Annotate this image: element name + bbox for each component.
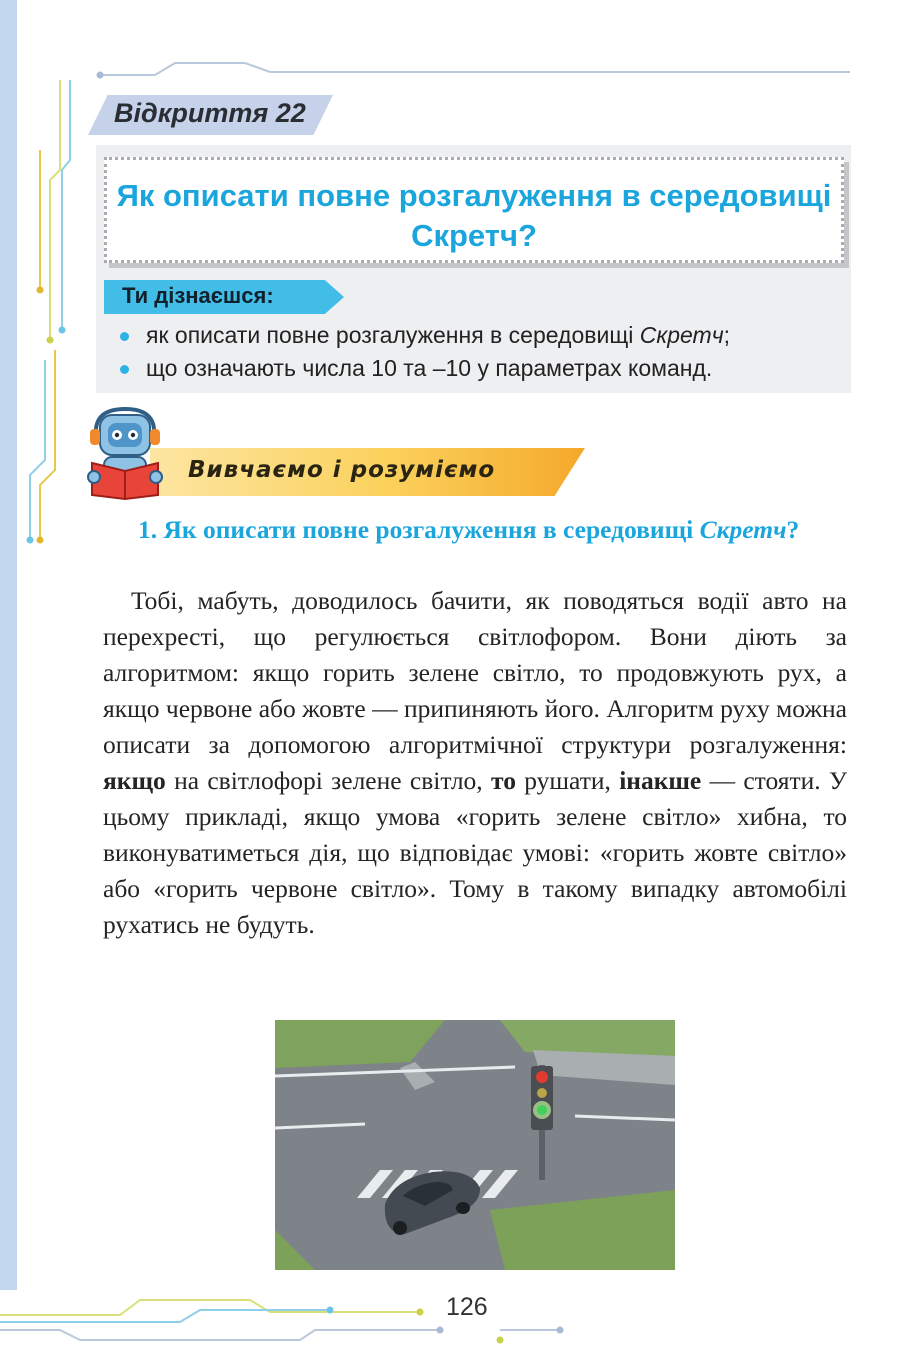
section-title: Вивчаємо і розуміємо (188, 457, 496, 483)
reading-robot-icon (86, 405, 176, 500)
section-banner (150, 448, 585, 496)
page-number: 126 (446, 1293, 488, 1321)
goal-item: що означають числа 10 та –10 у параметрах команд. (118, 352, 730, 385)
body-paragraph: Тобі, мабуть, доводилось бачити, як поводяться водії авто на перехресті, що регулюється світлофором. Вони діють за алгоритмом: якщо горить зелене світло, то продовжують рух, а якщо червоне або жовте — припиняють його. Алгоритм руху можна описати за допомогою алгоритмічної структури розгалуження: якщо на світлофорі зелене світло, то рушати, інакше — стояти. У цьому прикладі, якщо умова «горить зелене світло» хибна, то виконуватиметься дія, що відповідає умові: «горить жовте світло» або «горить червоне світло». Тому в такому випадку автомобілі рухатись не будуть. (103, 586, 848, 939)
lesson-question: Як описати повне розгалуження в середовищі Скретч? (116, 178, 832, 253)
lesson-tag-label: Відкриття 22 (114, 98, 306, 128)
lesson-question-box (104, 157, 844, 263)
goals-list (118, 319, 730, 385)
learn-label (104, 280, 344, 314)
learn-label-text: Ти дізнаєшся: (122, 283, 274, 308)
paragraph-heading: 1. Як описати повне розгалуження в середовищі Скретч? (138, 515, 800, 544)
lesson-tag (88, 95, 333, 135)
goal-item: як описати повне розгалуження в середовищі Скретч; (118, 319, 730, 352)
crossroad-traffic-light-illustration (275, 1020, 675, 1270)
